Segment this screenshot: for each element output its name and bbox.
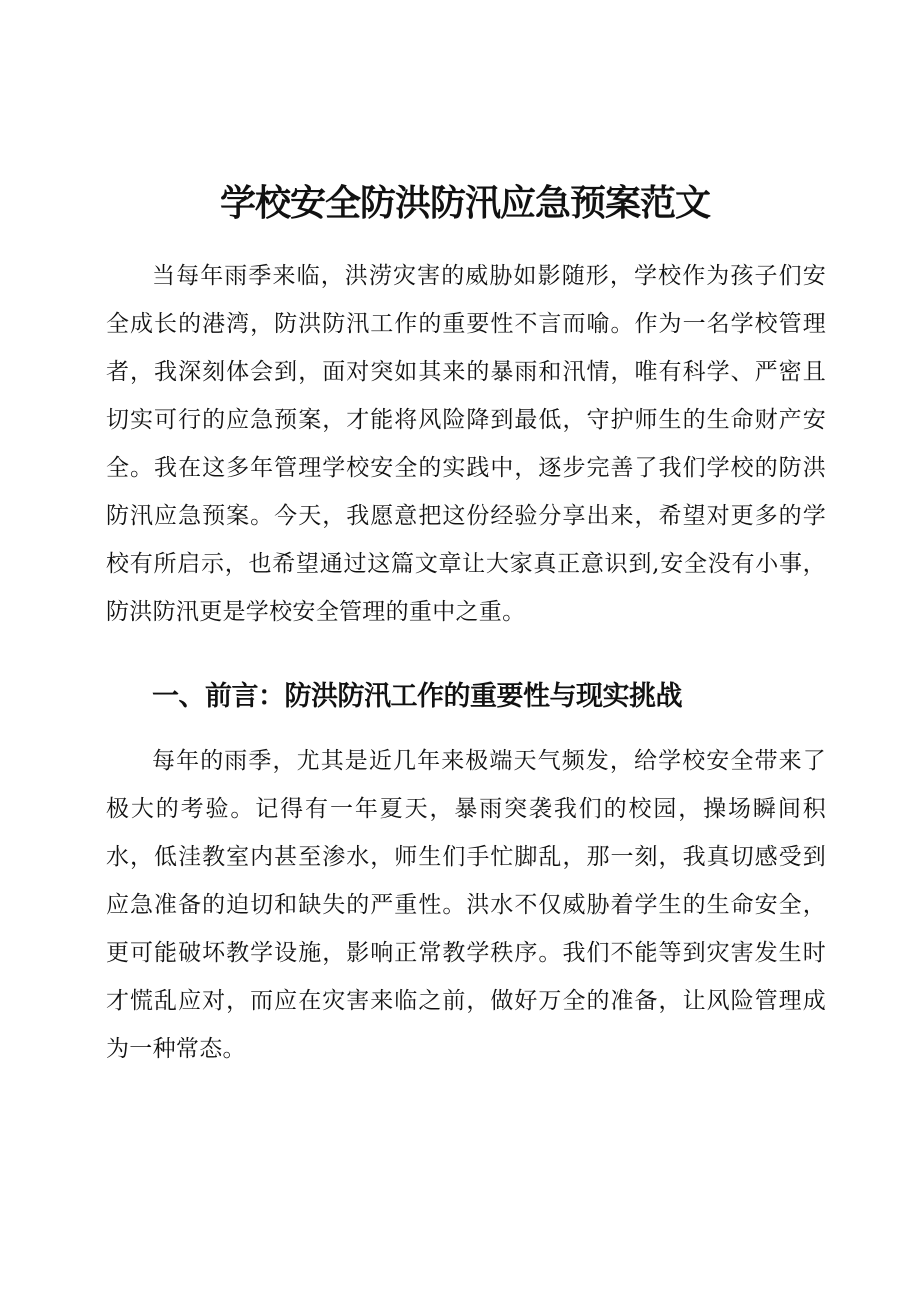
section-paragraph: 每年的雨季，尤其是近几年来极端天气频发，给学校安全带来了极大的考验。记得有一年夏天，暴雨突袭我们的校园，操场瞬间积水，低洼教室内甚至渗水，师生们手忙脚乱，那一刻，我真切感受到应急准备的迫切和缺失的严重性。洪水不仅威胁着学生的生命安全，更可能破坏教学设施，影响正常教学秩序。我们不能等到灾害发生时才慌乱应对，而应在灾害来临之前，做好万全的准备，让风险管理成为一种常态。	[106, 748, 826, 1062]
intro-paragraph: 当每年雨季来临，洪涝灾害的威胁如影随形，学校作为孩子们安全成长的港湾，防洪防汛工作的重要性不言而喻。作为一名学校管理者，我深刻体会到，面对突如其来的暴雨和汛情，唯有科学、严密且切实可行的应急预案，才能将风险降到最低，守护师生的生命财产安全。我在这多年管理学校安全的实践中，逐步完善了我们学校的防洪防汛应急预案。今天，我愿意把这份经验分享出来，希望对更多的学校有所启示，也希望通过这篇文章让大家真正意识到,安全没有小事，防洪防汛更是学校安全管理的重中之重。	[106, 263, 826, 625]
section-heading: 一、前言：防洪防汛工作的重要性与现实挑战	[152, 681, 682, 712]
page-title: 学校安全防洪防汛应急预案范文	[219, 183, 710, 224]
